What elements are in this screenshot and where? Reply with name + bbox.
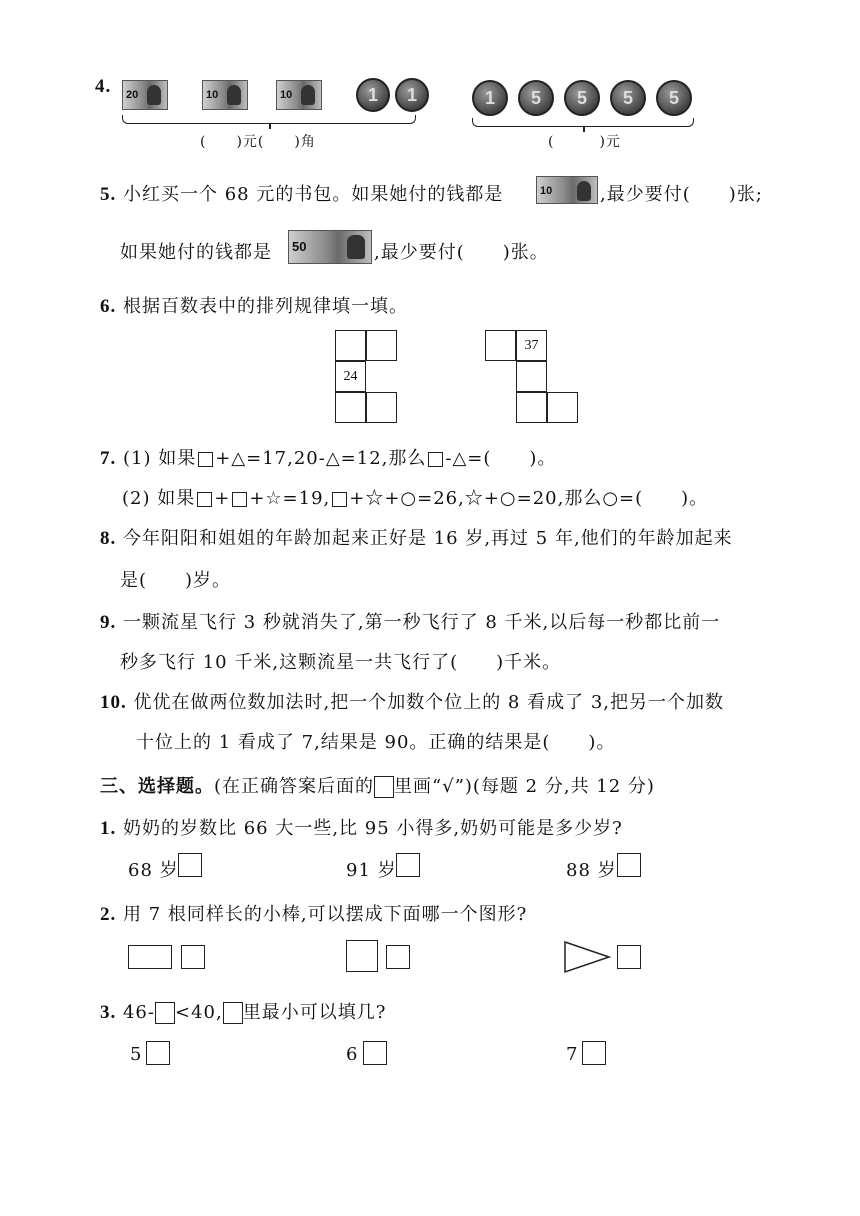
q4-answer-left: ( )元( )角 <box>200 134 316 150</box>
c1-option-label: 91 岁 <box>346 860 397 881</box>
q4-answer-right: ( )元 <box>548 134 621 150</box>
c3-option-b-checkbox[interactable] <box>363 1041 387 1065</box>
bill-20-image: 20 <box>122 80 168 110</box>
q8-line2: 是( )岁。 <box>120 570 232 591</box>
coin-image: 5 <box>656 80 692 116</box>
grid-cell: 24 <box>335 361 366 392</box>
bill-10-image: 10 <box>536 176 598 204</box>
c1-option-a-checkbox[interactable] <box>178 853 202 877</box>
c2-option-a-checkbox[interactable] <box>181 945 205 969</box>
c1-option-label: 68 岁 <box>128 860 179 881</box>
grid-cell <box>335 330 366 361</box>
q6-text: 6. 根据百数表中的排列规律填一填。 <box>100 296 408 317</box>
c3-option-c-checkbox[interactable] <box>582 1041 606 1065</box>
q9-line1: 9. 一颗流星飞行 3 秒就消失了,第一秒飞行了 8 千米,以后每一秒都比前一 <box>100 612 721 633</box>
blank-box-symbol <box>155 1002 175 1024</box>
q5-line1-end: ,最少要付( )张; <box>600 184 763 205</box>
triangle-figure <box>563 940 611 974</box>
grid-cell <box>516 392 547 423</box>
q4-brace-left <box>122 115 416 124</box>
c1-option-c-checkbox[interactable] <box>617 853 641 877</box>
q4-brace-right <box>472 118 694 127</box>
q7-part1: 7. (1) 如果 +△=17,20-△=12,那么 -△=( )。 <box>100 448 557 469</box>
square-symbol <box>197 492 212 507</box>
section3-heading: 三、选择题。(在正确答案后面的 里画“√”)(每题 2 分,共 12 分) <box>100 776 655 797</box>
grid-cell <box>516 361 547 392</box>
grid-cell <box>485 330 516 361</box>
c3-text: 3. 46- <40, 里最小可以填几? <box>100 1002 387 1023</box>
bill-10-image: 10 <box>276 80 322 110</box>
blank-box-symbol <box>223 1002 243 1024</box>
c2-option-c-checkbox[interactable] <box>617 945 641 969</box>
square-symbol <box>428 452 443 467</box>
c1-text: 1. 奶奶的岁数比 66 大一些,比 95 小得多,奶奶可能是多少岁? <box>100 818 623 839</box>
c3-option-label: 5 <box>130 1044 143 1065</box>
c1-option-label: 88 岁 <box>566 860 617 881</box>
coin-image: 1 <box>356 78 390 112</box>
grid-cell <box>366 392 397 423</box>
c2-text: 2. 用 7 根同样长的小棒,可以摆成下面哪一个图形? <box>100 904 528 925</box>
q10-line1: 10. 优优在做两位数加法时,把一个加数个位上的 8 看成了 3,把另一个加数 <box>100 692 724 713</box>
grid-cell <box>547 392 578 423</box>
c3-option-label: 6 <box>346 1044 359 1065</box>
q5-line2: 如果她付的钱都是 <box>120 242 272 263</box>
coin-image: 5 <box>610 80 646 116</box>
answer-box-symbol <box>374 776 394 798</box>
square-symbol <box>232 492 247 507</box>
q9-line2: 秒多飞行 10 千米,这颗流星一共飞行了( )千米。 <box>120 652 562 673</box>
coin-image: 1 <box>395 78 429 112</box>
q4-number: 4. <box>95 76 112 97</box>
c1-option-b-checkbox[interactable] <box>396 853 420 877</box>
grid-cell: 37 <box>516 330 547 361</box>
c3-option-label: 7 <box>566 1044 579 1065</box>
square-figure <box>346 940 378 972</box>
q10-line2: 十位上的 1 看成了 7,结果是 90。正确的结果是( )。 <box>136 732 616 753</box>
c3-option-a-checkbox[interactable] <box>146 1041 170 1065</box>
q8-line1: 8. 今年阳阳和姐姐的年龄加起来正好是 16 岁,再过 5 年,他们的年龄加起来 <box>100 528 733 549</box>
q5-line1: 5. 小红买一个 68 元的书包。如果她付的钱都是 <box>100 184 504 205</box>
wide-rectangle-figure <box>128 945 172 969</box>
square-symbol <box>198 452 213 467</box>
coin-image: 1 <box>472 80 508 116</box>
square-symbol <box>332 492 347 507</box>
bill-10-image: 10 <box>202 80 248 110</box>
coin-image: 5 <box>564 80 600 116</box>
q7-part2: (2) 如果 + +☆=19, +☆+○=26,☆+○=20,那么○=( )。 <box>122 488 709 509</box>
c2-option-b-checkbox[interactable] <box>386 945 410 969</box>
grid-cell <box>335 392 366 423</box>
bill-50-image: 50 <box>288 230 372 264</box>
grid-cell <box>366 330 397 361</box>
q5-line2-end: ,最少要付( )张。 <box>374 242 549 263</box>
coin-image: 5 <box>518 80 554 116</box>
